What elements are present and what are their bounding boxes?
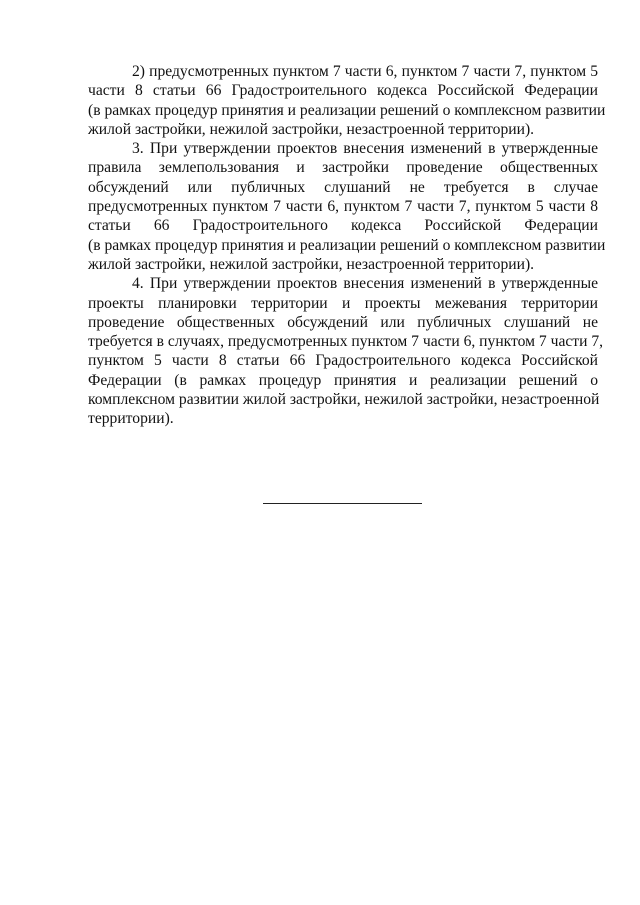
text-line: 3. При утверждении проектов внесения изменений в утвержденные bbox=[132, 140, 598, 158]
text-line: обсуждений или публичных слушаний не требуется в случае bbox=[88, 178, 598, 196]
text-line: (в рамках процедур принятия и реализации решений о комплексном развитии bbox=[88, 101, 606, 119]
text-line: требуется в случаях, предусмотренных пунктом 7 части 6, пунктом 7 части 7, bbox=[88, 333, 604, 351]
paragraph bbox=[88, 139, 606, 274]
text-line: жилой застройки, нежилой застройки, незастроенной территории). bbox=[88, 120, 535, 138]
text-line: пунктом 5 части 8 статьи 66 Градостроительного кодекса Российской bbox=[88, 352, 598, 370]
text-line: проведение общественных обсуждений или публичных слушаний не bbox=[88, 313, 598, 331]
text-line: 2) предусмотренных пунктом 7 части 6, пунктом 7 части 7, пунктом 5 bbox=[132, 63, 598, 80]
document-body bbox=[88, 62, 606, 429]
text-line: проекты планировки территории и проекты межевания территории bbox=[88, 294, 598, 312]
text-line: Федерации (в рамках процедур принятия и реализации решений о bbox=[88, 371, 598, 389]
text-line: правила землепользования и застройки проведение общественных bbox=[88, 159, 598, 177]
text-line: территории). bbox=[88, 410, 174, 428]
end-separator-line bbox=[263, 503, 422, 504]
paragraph bbox=[88, 274, 604, 428]
text-line: предусмотренных пунктом 7 части 6, пунктом 7 части 7, пунктом 5 части 8 bbox=[88, 198, 598, 216]
paragraph bbox=[88, 62, 606, 139]
text-line: части 8 статьи 66 Градостроительного кодекса Российской Федерации bbox=[88, 82, 598, 100]
text-line: 4. При утверждении проектов внесения изменений в утвержденные bbox=[132, 275, 598, 293]
text-line: жилой застройки, нежилой застройки, незастроенной территории). bbox=[88, 255, 535, 273]
text-line: (в рамках процедур принятия и реализации решений о комплексном развитии bbox=[88, 236, 606, 254]
text-line: комплексном развитии жилой застройки, нежилой застройки, незастроенной bbox=[88, 391, 600, 409]
text-line: статьи 66 Градостроительного кодекса Российской Федерации bbox=[88, 217, 598, 235]
